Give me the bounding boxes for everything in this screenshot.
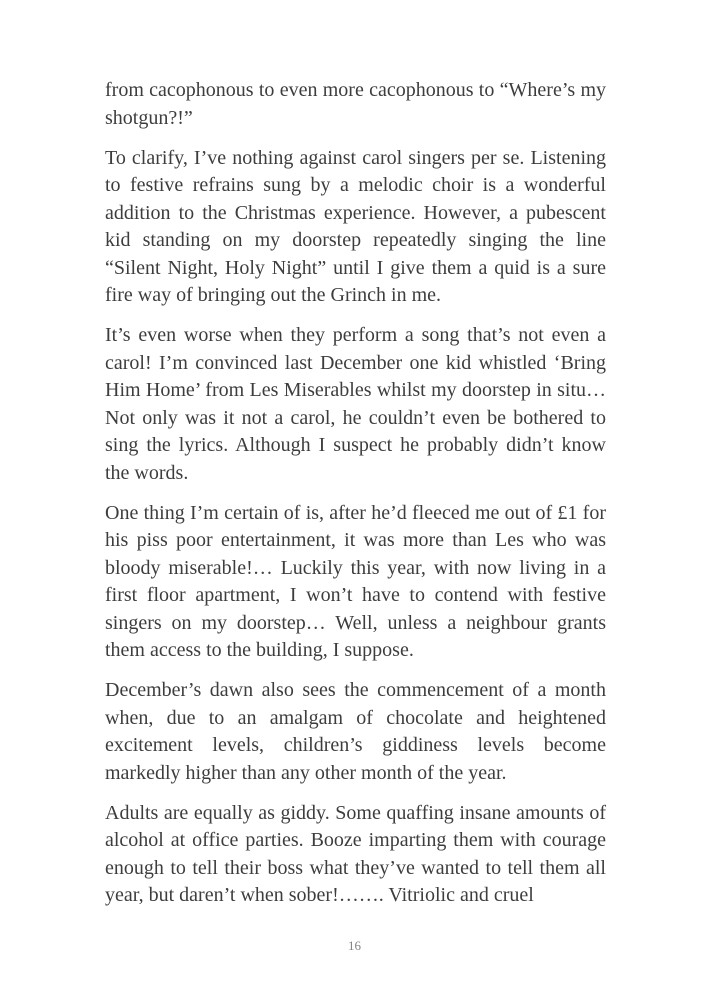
text-line: carol! I’m convinced last December one kid whistled ‘Bring: [105, 351, 606, 374]
text-line: bloody miserable!… Luckily this year, with now living in a: [105, 556, 606, 579]
text-line: when, due to an amalgam of chocolate and heightened: [105, 706, 606, 729]
text-line: alcohol at office parties. Booze imparting them with courage: [105, 829, 606, 851]
text-line: the words.: [105, 461, 189, 484]
page-number: 16: [348, 938, 361, 953]
text-line: kid standing on my doorstep repeatedly singing the line: [105, 229, 606, 251]
text-line: his piss poor entertainment, it was more than Les who was: [105, 529, 606, 551]
text-line: sing the lyrics. Although I suspect he probably didn’t know: [105, 434, 606, 456]
text-line: first floor apartment, I won’t have to contend with festive: [105, 584, 606, 606]
text-line: enough to tell their boss what they’ve wanted to tell them all: [105, 856, 606, 879]
text-line: year, but daren’t when sober!……. Vitriolic and cruel: [105, 884, 534, 906]
paragraph: [105, 500, 606, 665]
text-line: It’s even worse when they perform a song that’s not even a: [105, 324, 606, 346]
text-line: markedly higher than any other month of the year.: [105, 761, 507, 784]
text-line: “Silent Night, Holy Night” until I give them a quid is a sure: [105, 256, 606, 279]
paragraph: [105, 322, 606, 487]
text-line: Him Home’ from Les Miserables whilst my doorstep in situ…: [105, 379, 606, 401]
paragraph: [105, 677, 606, 787]
text-line: fire way of bringing out the Grinch in me.: [105, 284, 442, 306]
paragraph: [105, 77, 606, 132]
text-line: addition to the Christmas experience. However, a pubescent: [105, 201, 606, 224]
text-line: to festive refrains sung by a melodic choir is a wonderful: [105, 174, 606, 196]
text-line: from cacophonous to even more cacophonous to “Where’s my: [105, 79, 606, 101]
text-line: Adults are equally as giddy. Some quaffing insane amounts of: [105, 801, 606, 824]
paragraph: [105, 800, 606, 910]
page-text: [105, 77, 606, 922]
text-line: Not only was it not a carol, he couldn’t even be bothered to: [105, 406, 606, 429]
text-line: December’s dawn also sees the commencement of a month: [105, 679, 606, 701]
text-line: One thing I’m certain of is, after he’d fleeced me out of £1 for: [105, 501, 606, 524]
text-line: singers on my doorstep… Well, unless a neighbour grants: [105, 611, 606, 634]
paragraph: [105, 145, 606, 310]
text-line: shotgun?!”: [105, 106, 193, 129]
text-line: To clarify, I’ve nothing against carol singers per se. Listening: [105, 146, 606, 169]
text-line: them access to the building, I suppose.: [105, 639, 414, 661]
text-line: excitement levels, children’s giddiness levels become: [105, 734, 606, 756]
